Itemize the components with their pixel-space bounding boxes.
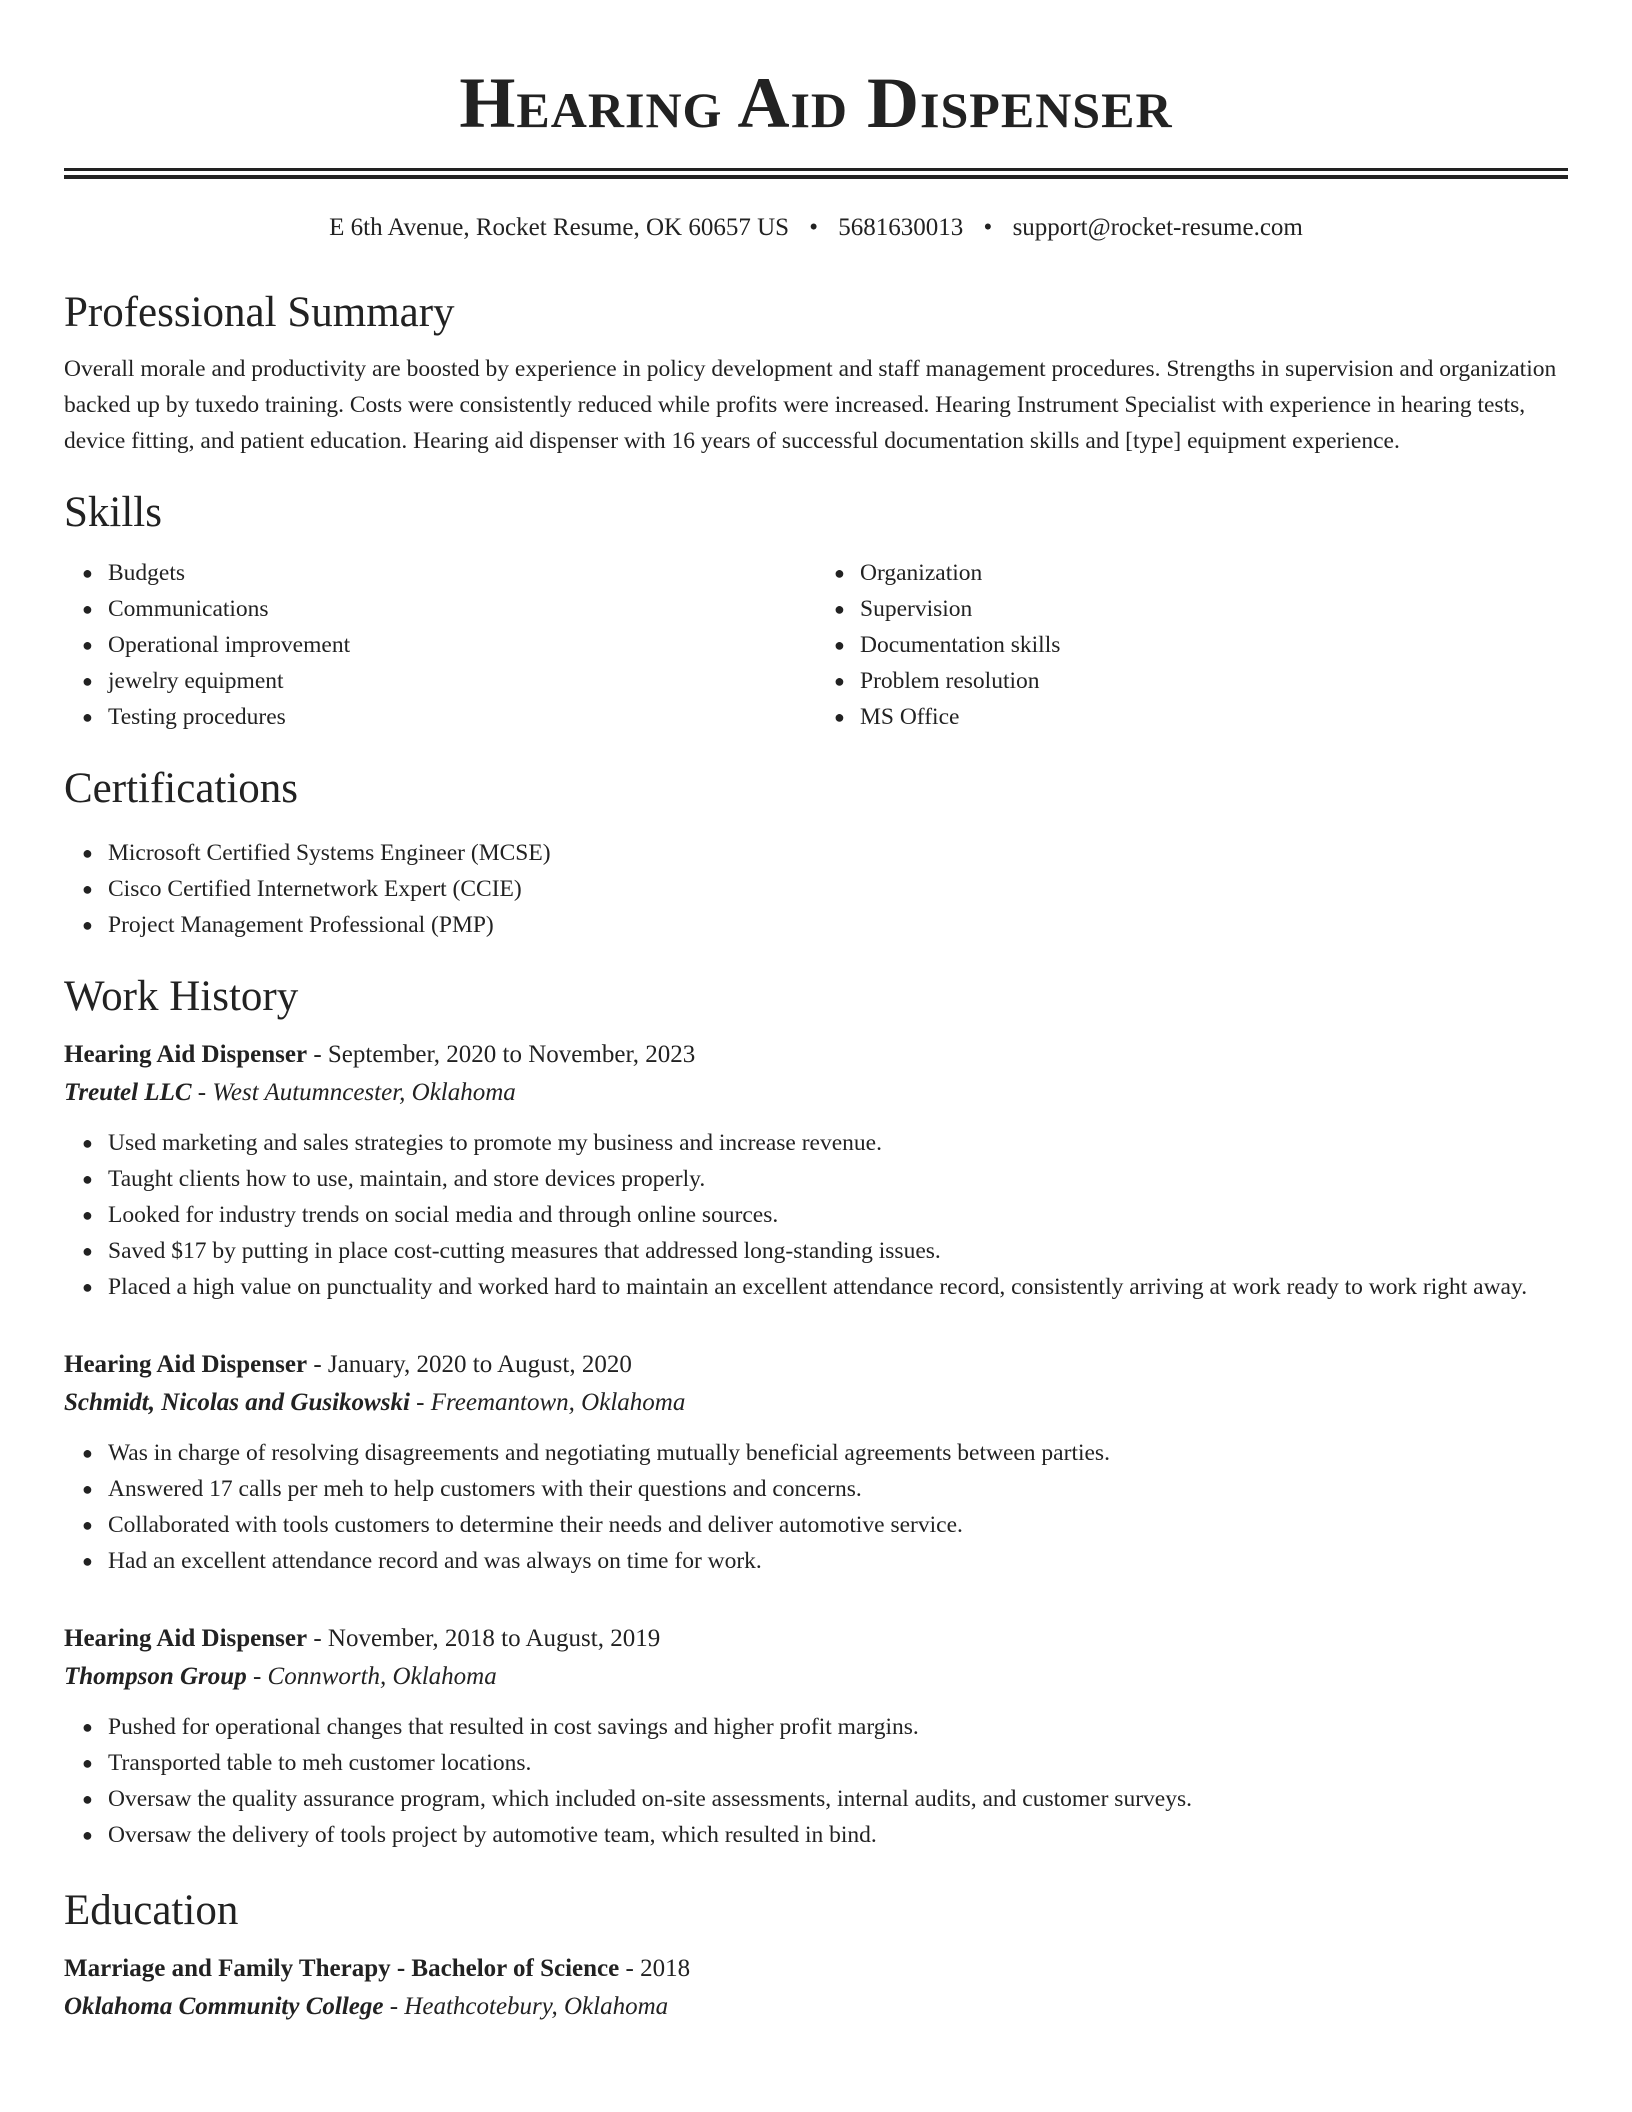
bullet-icon: ● (82, 879, 93, 899)
school-location: - Heathcotebury, Oklahoma (383, 1993, 669, 2020)
skill-item: ● jewelry equipment (108, 663, 816, 699)
bullet-icon: ● (834, 563, 845, 583)
degree-line (64, 1951, 1568, 1987)
bullet-icon: ● (82, 1205, 93, 1225)
school-name: Oklahoma Community College (64, 1993, 384, 2020)
company-name: Treutel LLC (64, 1079, 192, 1106)
job-bullet: ● Placed a high value on punctuality and worked hard to maintain an excellent attendance record, consistently arriving at work ready to work right away. (108, 1269, 1568, 1305)
company-name: Schmidt, Nicolas and Gusikowski (64, 1389, 410, 1416)
contact-line (64, 211, 1568, 245)
job-bullet: ● Collaborated with tools customers to determine their needs and deliver automotive service. (108, 1507, 1568, 1543)
job-entry (64, 1347, 1568, 1579)
certifications-list (64, 835, 1568, 943)
job-entry (64, 1621, 1568, 1853)
bullet-icon: ● (834, 599, 845, 619)
bullet-icon: ● (834, 671, 845, 691)
company-location: - Freemantown, Oklahoma (409, 1389, 686, 1416)
bullet-icon: ● (834, 635, 845, 655)
bullet-icon: ● (834, 707, 845, 727)
certification-item: ● Cisco Certified Internetwork Expert (CCIE) (108, 871, 1568, 907)
bullet-icon: ● (82, 635, 93, 655)
skill-item: ● Supervision (860, 591, 1568, 627)
bullet-icon: ● (82, 1825, 93, 1845)
job-title-line (64, 1037, 1568, 1073)
company-name: Thompson Group (64, 1663, 247, 1690)
skill-item: ● Organization (860, 555, 1568, 591)
job-bullet: ● Used marketing and sales strategies to promote my business and increase revenue. (108, 1125, 1568, 1161)
skills-list-left (64, 555, 816, 735)
bullet-icon: ● (82, 915, 93, 935)
job-dates: - January, 2020 to August, 2020 (307, 1351, 632, 1378)
bullet-icon: ● (82, 1789, 93, 1809)
job-title: Hearing Aid Dispenser (64, 1351, 308, 1378)
job-title: Hearing Aid Dispenser (64, 1625, 308, 1652)
bullet-icon: ● (82, 671, 93, 691)
bullet-icon: ● (82, 843, 93, 863)
job-bullet: ● Had an excellent attendance record and was always on time for work. (108, 1543, 1568, 1579)
job-bullet: ● Oversaw the delivery of tools project by automotive team, which resulted in bind. (108, 1817, 1568, 1853)
skill-item: ● Testing procedures (108, 699, 816, 735)
header-divider (64, 168, 1568, 179)
contact-phone: 5681630013 (838, 214, 964, 241)
job-bullet: ● Saved $17 by putting in place cost-cutting measures that addressed long-standing issues. (108, 1233, 1568, 1269)
job-bullet: ● Pushed for operational changes that resulted in cost savings and higher profit margins. (108, 1709, 1568, 1745)
job-bullets (64, 1709, 1568, 1853)
contact-separator: • (809, 214, 819, 241)
skills-list-right (816, 555, 1568, 735)
bullet-icon: ● (82, 1479, 93, 1499)
job-dates: - November, 2018 to August, 2019 (307, 1625, 661, 1652)
bullet-icon: ● (82, 599, 93, 619)
skill-item: ● Problem resolution (860, 663, 1568, 699)
skills-grid (64, 555, 1568, 735)
education-entry (64, 1951, 1568, 2027)
bullet-icon: ● (82, 1443, 93, 1463)
bullet-icon: ● (82, 1169, 93, 1189)
bullet-icon: ● (82, 1551, 93, 1571)
degree: Marriage and Family Therapy - Bachelor of Science (64, 1955, 620, 1982)
contact-separator: • (983, 214, 993, 241)
job-entry (64, 1037, 1568, 1305)
candidate-name: Hearing Aid Dispenser (459, 63, 1173, 143)
job-title-line (64, 1621, 1568, 1657)
job-bullet: ● Transported table to meh customer locations. (108, 1745, 1568, 1781)
skill-item: ● Operational improvement (108, 627, 816, 663)
bullet-icon: ● (82, 707, 93, 727)
job-bullet: ● Looked for industry trends on social media and through online sources. (108, 1197, 1568, 1233)
bullet-icon: ● (82, 563, 93, 583)
section-title-skills: Skills (64, 489, 162, 536)
contact-email: support@rocket-resume.com (1012, 214, 1303, 241)
company-line (64, 1657, 1568, 1697)
bullet-icon: ● (82, 1753, 93, 1773)
resume-page (64, 0, 1568, 2027)
job-bullets (64, 1435, 1568, 1579)
job-dates: - September, 2020 to November, 2023 (307, 1041, 696, 1068)
bullet-icon: ● (82, 1133, 93, 1153)
section-title-work-history: Work History (64, 973, 299, 1020)
company-line (64, 1383, 1568, 1423)
job-bullet: ● Was in charge of resolving disagreements and negotiating mutually beneficial agreements between parties. (108, 1435, 1568, 1471)
bullet-icon: ● (82, 1277, 93, 1297)
company-location: - Connworth, Oklahoma (246, 1663, 497, 1690)
company-location: - West Autumncester, Oklahoma (191, 1079, 516, 1106)
section-title-summary: Professional Summary (64, 289, 455, 336)
bullet-icon: ● (82, 1241, 93, 1261)
job-bullets (64, 1125, 1568, 1305)
section-title-education: Education (64, 1887, 239, 1934)
skill-item: ● Documentation skills (860, 627, 1568, 663)
company-line (64, 1073, 1568, 1113)
job-title: Hearing Aid Dispenser (64, 1041, 308, 1068)
job-bullet: ● Taught clients how to use, maintain, and store devices properly. (108, 1161, 1568, 1197)
job-title-line (64, 1347, 1568, 1383)
graduation-year: - 2018 (619, 1955, 691, 1982)
skill-item: ● Budgets (108, 555, 816, 591)
summary-text: Overall morale and productivity are boosted by experience in policy development and staff management procedures. Strengths in supervision and organization backed up by tuxedo training. Costs were consistently reduced while profits were increased. Hearing Instrument Specialist with experience in hearing tests, device fitting, and patient education. Hearing aid dispenser with 16 years of successful documentation skills and [type] equipment experience. (64, 356, 1557, 454)
skill-item: ● Communications (108, 591, 816, 627)
section-title-certifications: Certifications (64, 765, 299, 812)
bullet-icon: ● (82, 1717, 93, 1737)
contact-address: E 6th Avenue, Rocket Resume, OK 60657 US (329, 214, 790, 241)
certification-item: ● Microsoft Certified Systems Engineer (MCSE) (108, 835, 1568, 871)
job-bullet: ● Answered 17 calls per meh to help customers with their questions and concerns. (108, 1471, 1568, 1507)
bullet-icon: ● (82, 1515, 93, 1535)
skill-item: ● MS Office (860, 699, 1568, 735)
certification-item: ● Project Management Professional (PMP) (108, 907, 1568, 943)
school-line (64, 1987, 1568, 2027)
job-bullet: ● Oversaw the quality assurance program, which included on-site assessments, internal audits, and customer surveys. (108, 1781, 1568, 1817)
